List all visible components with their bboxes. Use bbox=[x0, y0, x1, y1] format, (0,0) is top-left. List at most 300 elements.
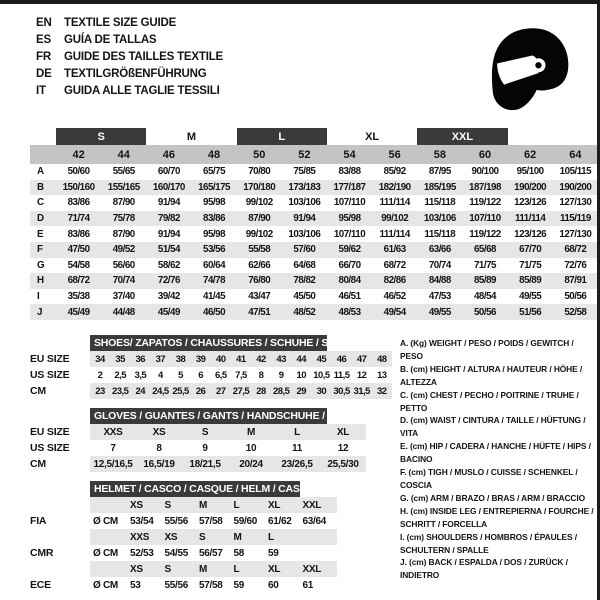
measurement-cell: 71/75 bbox=[473, 259, 496, 271]
size-cell: 37 bbox=[155, 353, 166, 365]
measurement-cell: 103/106 bbox=[288, 228, 321, 240]
measurement-cell: 83/86 bbox=[67, 228, 90, 240]
helmet-size-cell: 55/56 bbox=[164, 579, 189, 591]
measurement-cell: 87/95 bbox=[428, 166, 451, 178]
size-column-header: 52 bbox=[298, 148, 311, 161]
measurement-cell: 119/122 bbox=[469, 197, 501, 209]
measurement-cell: 187/198 bbox=[469, 181, 501, 193]
measurement-cell: 45/49 bbox=[157, 306, 180, 318]
shoes-size-table bbox=[30, 335, 396, 399]
size-number-row bbox=[30, 145, 598, 164]
language-title: GUIDA ALLE TAGLIE TESSILI bbox=[64, 85, 220, 97]
language-row bbox=[36, 66, 223, 83]
measurement-cell: 59/62 bbox=[338, 244, 361, 256]
size-cell: 2,5 bbox=[114, 369, 127, 381]
measurement-cell: 177/187 bbox=[333, 181, 366, 193]
row-label: CM bbox=[30, 458, 46, 470]
measurement-cell: 46/50 bbox=[203, 306, 226, 318]
helmet-size-header: L bbox=[233, 563, 240, 575]
size-cell: 38 bbox=[175, 353, 186, 365]
size-column-header: 56 bbox=[388, 148, 401, 161]
measurement-cell: 49/54 bbox=[383, 306, 406, 318]
row-cells bbox=[90, 529, 337, 545]
row-label: EU SIZE bbox=[30, 426, 70, 438]
size-column-header: 58 bbox=[433, 148, 446, 161]
size-cell: 47 bbox=[356, 353, 367, 365]
helmet-size-header: XXL bbox=[302, 499, 322, 511]
measurement-cell: 107/110 bbox=[333, 228, 366, 240]
measurement-cell: 76/80 bbox=[248, 275, 271, 287]
size-cell: 10 bbox=[245, 442, 257, 454]
measurement-cell: 83/88 bbox=[338, 166, 361, 178]
size-column-header: 48 bbox=[207, 148, 221, 161]
helmet-value-row bbox=[30, 513, 396, 529]
measurement-cell: 85/89 bbox=[519, 275, 542, 287]
measurement-cell: 91/94 bbox=[157, 197, 180, 209]
row-cells bbox=[90, 577, 337, 593]
measurement-cell: 51/54 bbox=[157, 244, 180, 256]
measurement-cell: 48/53 bbox=[338, 306, 361, 318]
size-cell: M bbox=[246, 426, 256, 438]
measurement-cell: 47/51 bbox=[248, 306, 271, 318]
size-column-header: 64 bbox=[569, 148, 582, 161]
row-label: CM bbox=[30, 385, 46, 397]
size-cell: 25,5 bbox=[172, 385, 189, 397]
size-table-row bbox=[30, 456, 396, 472]
measurement-legend bbox=[396, 335, 598, 600]
measurement-row-label: B bbox=[37, 181, 44, 193]
size-cell: 9 bbox=[278, 369, 284, 381]
measurement-cell: 66/70 bbox=[338, 259, 361, 271]
diameter-unit-label: Ø CM bbox=[93, 579, 118, 591]
helmet-size-cell: 55/56 bbox=[164, 515, 189, 527]
measurement-cell: 60/70 bbox=[157, 166, 180, 178]
legend-item: E. (cm) HIP / CADERA / HANCHE / HÜFTE / HIPS / BACINO bbox=[400, 441, 591, 465]
size-group-header bbox=[30, 128, 56, 145]
measurement-cell: 123/126 bbox=[514, 228, 547, 240]
helmet-size-cell: 58 bbox=[233, 547, 245, 559]
measurement-cell: 105/115 bbox=[559, 166, 592, 178]
size-cell: 34 bbox=[95, 353, 105, 365]
measurement-cell: 74/78 bbox=[203, 275, 226, 287]
measurement-cell: 71/74 bbox=[67, 213, 90, 225]
measurement-cell: 68/72 bbox=[383, 259, 406, 271]
row-cells bbox=[90, 440, 366, 456]
measurement-cell: 48/52 bbox=[293, 306, 316, 318]
size-cell: 36 bbox=[135, 353, 146, 365]
size-group-header: M bbox=[186, 130, 197, 143]
measurement-row-label: J bbox=[37, 306, 42, 318]
row-cells bbox=[90, 561, 337, 577]
measurement-cell: 91/94 bbox=[157, 228, 180, 240]
helmet-size-header: XS bbox=[164, 531, 178, 543]
helmet-size-header: XL bbox=[268, 499, 281, 511]
helmet-size-header: L bbox=[233, 499, 240, 511]
measurement-cell: 75/85 bbox=[293, 166, 316, 178]
measurement-cell: 91/94 bbox=[293, 213, 316, 225]
measurement-cell: 50/56 bbox=[564, 291, 587, 303]
helmet-value-row bbox=[30, 545, 396, 561]
textile-size-table-body bbox=[30, 128, 598, 320]
row-cells bbox=[90, 545, 337, 561]
gloves-size-table bbox=[30, 408, 396, 472]
measurement-cell: 75/78 bbox=[112, 213, 135, 225]
size-cell: 9 bbox=[202, 442, 208, 454]
size-cell: 11 bbox=[292, 442, 302, 454]
size-group-header: XL bbox=[365, 130, 380, 143]
helmet-size-cell: 54/55 bbox=[164, 547, 189, 559]
size-cell: 23/26,5 bbox=[281, 458, 313, 470]
measurement-cell: 111/114 bbox=[514, 213, 546, 225]
measurement-cell: 60/64 bbox=[203, 259, 226, 271]
helmet-size-cell: 56/57 bbox=[199, 547, 223, 559]
size-column-header: 44 bbox=[117, 148, 130, 161]
measurement-cell: 44/48 bbox=[112, 306, 135, 318]
measurement-cell: 87/90 bbox=[248, 213, 271, 225]
measurement-row bbox=[30, 273, 598, 289]
size-table-row bbox=[30, 440, 396, 456]
helmet-size-header: M bbox=[199, 563, 208, 575]
helmet-table-title: HELMET / CASCO / CASQUE / HELM / CASCO bbox=[90, 481, 300, 497]
size-group-header bbox=[508, 128, 553, 145]
bottom-section bbox=[30, 335, 598, 600]
size-cell: 41 bbox=[236, 353, 246, 365]
legend-item: J. (cm) BACK / ESPALDA / DOS / ZURÜCK / INDIETRO bbox=[400, 557, 568, 581]
measurement-cell: 46/51 bbox=[338, 291, 361, 303]
shoes-table-title: SHOES/ ZAPATOS / CHAUSSURES / SCHUHE / SCARPE bbox=[90, 335, 327, 351]
measurement-cell: 49/55 bbox=[519, 291, 542, 303]
size-cell: 7,5 bbox=[235, 369, 247, 381]
helmet-size-header: M bbox=[199, 499, 208, 511]
legend-item: C. (cm) CHEST / PECHO / POITRINE / TRUHE / PETTO bbox=[400, 389, 579, 413]
language-row bbox=[36, 15, 223, 32]
helmet-size-cell: 53 bbox=[130, 579, 141, 591]
size-cell: 43 bbox=[276, 353, 286, 365]
size-cell: 30 bbox=[316, 385, 327, 397]
measurement-cell: 155/165 bbox=[107, 181, 140, 193]
language-code: FR bbox=[36, 51, 51, 63]
measurement-cell: 50/56 bbox=[473, 306, 496, 318]
size-column-header: 50 bbox=[253, 148, 266, 161]
size-cell: 5 bbox=[178, 369, 183, 381]
row-cells bbox=[90, 424, 366, 440]
measurement-cell: 52/58 bbox=[564, 306, 587, 318]
measurement-row bbox=[30, 258, 598, 274]
size-cell: 13 bbox=[377, 369, 387, 381]
legend-item: G. (cm) ARM / BRAZO / BRAS / ARM / BRACCIO bbox=[400, 492, 586, 503]
measurement-cell: 43/47 bbox=[248, 291, 271, 303]
row-label: EU SIZE bbox=[30, 353, 70, 365]
legend-item: B. (cm) HEIGHT / ALTURA / HAUTEUR / HÖHE / ALTEZZA bbox=[400, 363, 583, 387]
helmet-size-cell: 61/62 bbox=[268, 515, 292, 527]
helmet-value-row bbox=[30, 577, 396, 593]
measurement-cell: 190/200 bbox=[514, 181, 547, 193]
measurement-cell: 50/60 bbox=[67, 166, 90, 178]
size-column-header: 42 bbox=[72, 148, 85, 161]
size-cell: XS bbox=[152, 426, 166, 438]
measurement-cell: 99/102 bbox=[245, 197, 273, 209]
measurement-cell: 78/82 bbox=[293, 275, 316, 287]
measurement-cell: 35/38 bbox=[67, 291, 90, 303]
measurement-cell: 115/118 bbox=[424, 228, 456, 240]
row-cells bbox=[90, 497, 337, 513]
measurement-cell: 72/76 bbox=[564, 259, 587, 271]
measurement-cell: 90/100 bbox=[471, 166, 499, 178]
size-cell: 7 bbox=[110, 442, 116, 454]
standard-label: CMR bbox=[30, 547, 54, 559]
measurement-cell: 37/40 bbox=[112, 291, 135, 303]
helmet-size-cell: 59/60 bbox=[233, 515, 258, 527]
helmet-size-cell: 53/54 bbox=[130, 515, 154, 527]
measurement-cell: 82/86 bbox=[383, 275, 406, 287]
helmet-size-header: XS bbox=[130, 499, 143, 511]
measurement-cell: 115/118 bbox=[424, 197, 456, 209]
size-column-header: 62 bbox=[524, 148, 537, 161]
language-code: EN bbox=[36, 17, 52, 29]
row-label: US SIZE bbox=[30, 442, 70, 454]
size-cell: 20/24 bbox=[239, 458, 263, 470]
legend-item: H. (cm) INSIDE LEG / ENTREPIERNA / FOURCHE / SCHRITT / FORCELLA bbox=[400, 505, 594, 529]
size-cell: 40 bbox=[216, 353, 226, 365]
measurement-cell: 107/110 bbox=[469, 213, 501, 225]
measurement-cell: 65/68 bbox=[473, 244, 496, 256]
size-cell: 46 bbox=[336, 353, 347, 365]
subtables-column bbox=[30, 335, 396, 600]
measurement-cell: 107/110 bbox=[333, 197, 366, 209]
measurement-cell: 83/86 bbox=[67, 197, 90, 209]
visor-pivot-dot bbox=[535, 62, 541, 68]
measurement-cell: 127/130 bbox=[559, 228, 592, 240]
measurement-row-label: A bbox=[37, 166, 44, 178]
language-code: ES bbox=[36, 34, 51, 46]
measurement-cell: 190/200 bbox=[559, 181, 592, 193]
measurement-cell: 47/53 bbox=[428, 291, 451, 303]
measurement-cell: 45/49 bbox=[67, 306, 90, 318]
row-cells bbox=[90, 351, 392, 367]
row-cells bbox=[90, 383, 392, 399]
standard-label: FIA bbox=[30, 515, 47, 527]
measurement-row bbox=[30, 242, 598, 258]
helmet-size-header: S bbox=[164, 499, 171, 511]
measurement-cell: 51/56 bbox=[519, 306, 542, 318]
measurement-cell: 65/75 bbox=[203, 166, 226, 178]
size-cell: 18/21,5 bbox=[189, 458, 221, 470]
size-table-row bbox=[30, 383, 396, 399]
legend-item: F. (cm) TIGH / MUSLO / CUISSE / SCHENKEL / COSCIA bbox=[400, 467, 578, 490]
measurement-cell: 58/62 bbox=[157, 259, 180, 271]
measurement-cell: 71/75 bbox=[519, 259, 542, 271]
measurement-row bbox=[30, 211, 598, 227]
helmet-size-header: XL bbox=[268, 563, 281, 575]
size-group-row bbox=[30, 128, 598, 145]
measurement-cell: 165/175 bbox=[198, 181, 230, 193]
row-cells bbox=[90, 456, 366, 472]
measurement-cell: 57/60 bbox=[293, 244, 316, 256]
helmet-size-cell: 57/58 bbox=[199, 579, 223, 591]
size-cell: 12 bbox=[337, 442, 349, 454]
size-group-header: S bbox=[56, 128, 146, 145]
measurement-row-label: E bbox=[37, 228, 44, 240]
measurement-row-label: I bbox=[37, 291, 40, 303]
measurement-cell: 49/55 bbox=[428, 306, 451, 318]
language-title: TEXTILGRÖßENFÜHRUNG bbox=[64, 68, 207, 80]
measurement-cell: 173/183 bbox=[288, 181, 321, 193]
language-code: IT bbox=[36, 85, 46, 97]
measurement-cell: 185/195 bbox=[423, 181, 456, 193]
size-group-header: L bbox=[237, 128, 327, 145]
size-cell: 32 bbox=[377, 385, 387, 397]
measurement-cell: 62/66 bbox=[248, 259, 271, 271]
measurement-cell: 111/114 bbox=[379, 197, 410, 209]
size-cell: 29 bbox=[296, 385, 307, 397]
row-label: US SIZE bbox=[30, 369, 70, 381]
language-row bbox=[36, 83, 223, 100]
measurement-row bbox=[30, 195, 598, 211]
helmet-size-cell: 57/58 bbox=[199, 515, 223, 527]
measurement-cell: 95/100 bbox=[516, 166, 544, 178]
measurement-cell: 72/76 bbox=[157, 275, 180, 287]
measurement-row-label: G bbox=[37, 259, 45, 271]
helmet-size-table bbox=[30, 481, 396, 593]
measurement-row bbox=[30, 164, 598, 180]
helmet-size-header-row bbox=[30, 497, 396, 513]
measurement-cell: 55/58 bbox=[248, 244, 271, 256]
size-cell: 6,5 bbox=[214, 369, 227, 381]
measurement-cell: 99/102 bbox=[245, 228, 273, 240]
measurement-cell: 87/91 bbox=[564, 275, 587, 287]
measurement-cell: 79/82 bbox=[157, 213, 180, 225]
measurement-cell: 41/45 bbox=[203, 291, 226, 303]
legend-item: I. (cm) SHOULDERS / HOMBROS / ÉPAULES / SCHULTERN / SPALLE bbox=[400, 531, 577, 555]
measurement-cell: 49/52 bbox=[112, 244, 135, 256]
size-table-row bbox=[30, 351, 396, 367]
measurement-row bbox=[30, 289, 598, 305]
measurement-cell: 115/119 bbox=[559, 213, 591, 225]
measurement-cell: 63/66 bbox=[428, 244, 451, 256]
size-cell: XXS bbox=[103, 426, 123, 438]
textile-size-table bbox=[30, 128, 598, 320]
measurement-cell: 54/58 bbox=[67, 259, 90, 271]
size-cell: 16,5/19 bbox=[143, 458, 175, 470]
measurement-row-label: H bbox=[37, 275, 44, 287]
language-code: DE bbox=[36, 68, 52, 80]
helmet-size-cell: 60 bbox=[268, 579, 279, 591]
measurement-cell: 182/190 bbox=[378, 181, 411, 193]
helmet-size-cell: 52/53 bbox=[130, 547, 154, 559]
helmet-size-header: XXL bbox=[302, 563, 322, 575]
size-cell: 24,5 bbox=[152, 385, 169, 397]
measurement-cell: 70/74 bbox=[112, 275, 135, 287]
measurement-row-label: C bbox=[37, 197, 44, 209]
measurement-cell: 95/98 bbox=[203, 228, 226, 240]
measurement-cell: 123/126 bbox=[514, 197, 547, 209]
measurement-cell: 68/72 bbox=[564, 244, 587, 256]
size-cell: 8 bbox=[156, 442, 162, 454]
size-cell: 31,5 bbox=[353, 385, 370, 397]
measurement-cell: 64/68 bbox=[293, 259, 316, 271]
size-cell: 10,5 bbox=[313, 369, 330, 381]
size-cell: S bbox=[201, 426, 209, 438]
measurement-cell: 80/84 bbox=[338, 275, 361, 287]
helmet-size-cell: 61 bbox=[302, 579, 314, 591]
measurement-row bbox=[30, 226, 598, 242]
helmet-size-header: XS bbox=[130, 563, 143, 575]
measurement-row-label: D bbox=[37, 213, 44, 225]
measurement-cell: 39/42 bbox=[157, 291, 180, 303]
racing-helmet-icon bbox=[483, 20, 571, 114]
measurement-cell: 83/86 bbox=[203, 213, 226, 225]
legend-item: D. (cm) WAIST / CINTURA / TAILLE / HÜFTUNG / VITA bbox=[400, 415, 586, 439]
measurement-cell: 68/72 bbox=[67, 275, 90, 287]
measurement-cell: 55/65 bbox=[112, 166, 135, 178]
size-cell: 12 bbox=[356, 369, 367, 381]
language-row bbox=[36, 32, 223, 49]
helmet-size-header: XXS bbox=[130, 531, 150, 543]
row-cells bbox=[90, 513, 337, 529]
size-cell: 45 bbox=[316, 353, 327, 365]
measurement-cell: 46/52 bbox=[383, 291, 406, 303]
standard-label: ECE bbox=[30, 579, 51, 591]
measurement-cell: 53/56 bbox=[203, 244, 226, 256]
legend-item: A. (Kg) WEIGHT / PESO / POIDS / GEWITCH / PESO bbox=[400, 338, 574, 361]
measurement-row bbox=[30, 180, 598, 196]
measurement-cell: 170/180 bbox=[243, 181, 276, 193]
size-cell: 30,5 bbox=[333, 385, 350, 397]
diameter-unit-label: Ø CM bbox=[93, 547, 118, 559]
language-title: TEXTILE SIZE GUIDE bbox=[64, 17, 177, 29]
helmet-size-header-row bbox=[30, 529, 396, 545]
measurement-cell: 85/89 bbox=[473, 275, 496, 287]
measurement-cell: 111/114 bbox=[379, 228, 410, 240]
measurement-cell: 47/50 bbox=[67, 244, 90, 256]
measurement-cell: 56/60 bbox=[112, 259, 135, 271]
size-cell: XL bbox=[336, 426, 350, 438]
size-column-header: 60 bbox=[478, 148, 492, 161]
measurement-cell: 70/74 bbox=[428, 259, 451, 271]
measurement-row-label: F bbox=[37, 244, 43, 256]
size-cell: 26 bbox=[195, 385, 206, 397]
helmet-size-header: M bbox=[233, 531, 242, 543]
size-group-header: XXL bbox=[417, 128, 507, 145]
language-title: GUÍA DE TALLAS bbox=[64, 34, 157, 46]
size-cell: 48 bbox=[377, 353, 387, 365]
size-cell: 27 bbox=[216, 385, 226, 397]
measurement-cell: 95/98 bbox=[338, 213, 361, 225]
language-row bbox=[36, 49, 223, 66]
size-column-header: 54 bbox=[343, 148, 356, 161]
language-list bbox=[36, 15, 223, 100]
helmet-size-cell: 59 bbox=[233, 579, 245, 591]
helmet-size-header-row bbox=[30, 561, 396, 577]
measurement-cell: 95/98 bbox=[203, 197, 226, 209]
measurement-cell: 127/130 bbox=[559, 197, 592, 209]
measurement-cell: 119/122 bbox=[469, 228, 501, 240]
measurement-cell: 84/88 bbox=[428, 275, 451, 287]
size-cell: 11,5 bbox=[333, 369, 350, 381]
size-cell: 28,5 bbox=[272, 385, 290, 397]
measurement-cell: 103/106 bbox=[288, 197, 321, 209]
measurement-cell: 103/106 bbox=[423, 213, 456, 225]
measurement-cell: 87/90 bbox=[112, 197, 135, 209]
helmet-size-header: L bbox=[268, 531, 274, 543]
measurement-row bbox=[30, 304, 598, 320]
measurement-cell: 45/50 bbox=[293, 291, 316, 303]
size-cell: 3,5 bbox=[134, 369, 147, 381]
size-cell: 6 bbox=[198, 369, 204, 381]
language-title: GUIDE DES TAILLES TEXTILE bbox=[64, 51, 223, 63]
size-cell: 28 bbox=[256, 385, 266, 397]
measurement-cell: 99/102 bbox=[381, 213, 409, 225]
